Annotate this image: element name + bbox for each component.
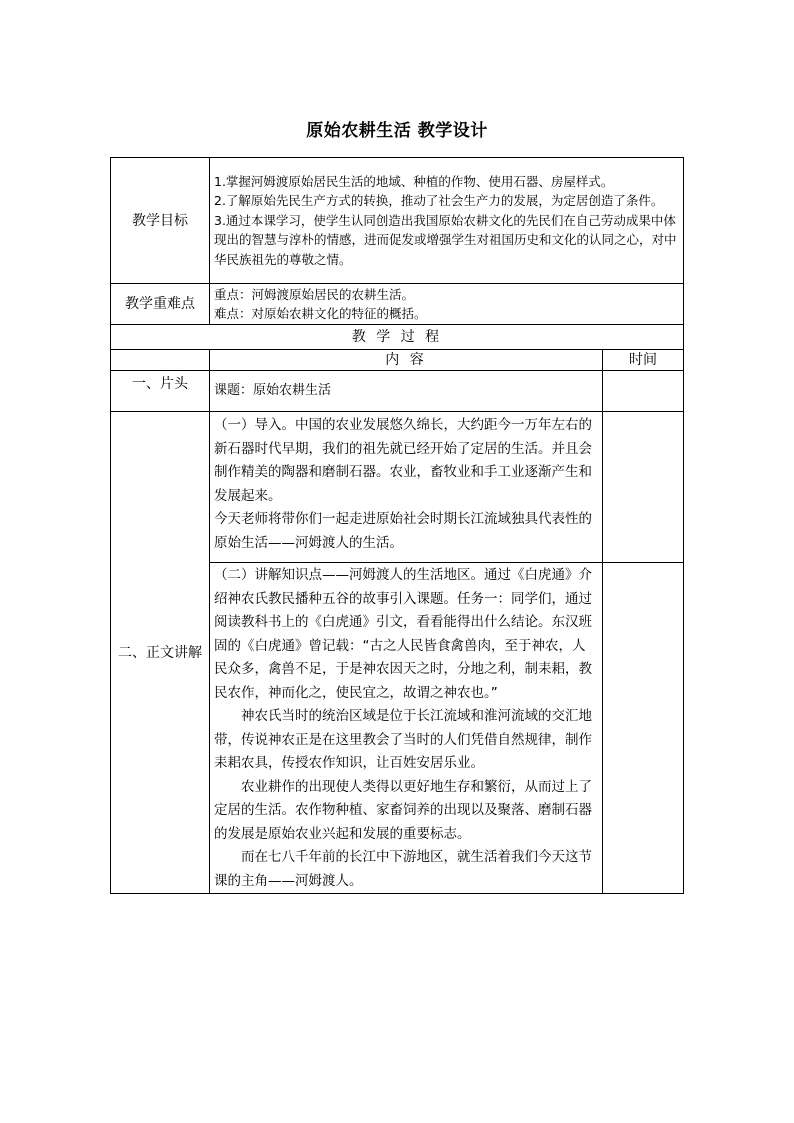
content-column-header: 内 容 (210, 350, 603, 371)
section-time-cell (603, 371, 684, 412)
goal-item: 1.掌握河姆渡原始居民生活的地域、种植的作物、使用石器、房屋样式。 (214, 173, 614, 189)
key-points-content (210, 284, 684, 325)
process-heading-row (111, 325, 684, 350)
paragraph: 农业耕作的出现使人类得以更好地生存和繁衍，从而过上了定居的生活。农作物种植、家畜饲养的出现以及聚落、磨制石器的发展是原始农业兴起和发展的重要标志。 (214, 778, 592, 842)
goals-row (111, 158, 684, 284)
goal-item: 2.了解原始先民生产方式的转换，推动了社会生产力的发展，为定居创造了条件。 (214, 193, 664, 209)
section-content: 课题：原始农耕生活 (210, 371, 603, 412)
key-points-label: 教学重难点 (111, 284, 210, 325)
blank-header-cell (111, 350, 210, 371)
important-point: 重点：河姆渡原始居民的农耕生活。 (214, 286, 415, 302)
paragraph: 神农氏当时的统治区域是位于长江流域和淮河流域的交汇地带，传说神农正是在这里教会了当时的人们凭借自然规律，制作耒耜农具，传授农作知识，让百姓安居乐业。 (214, 708, 592, 771)
section-label: 二、正文讲解 (111, 412, 210, 894)
lecture-content (210, 563, 603, 894)
section-label: 一、片头 (111, 371, 210, 412)
paragraph: （二）讲解知识点——河姆渡人的生活地区。通过《白虎通》介绍神农氏教民播种五谷的故事引入课题。任务一：同学们，通过阅读教科书上的《白虎通》引文，看看能得出什么结论。东汉班固的《白虎通》曾记载：“古之人民皆食禽兽肉，至于神农，人民众多，禽兽不足，于是神农因天之时，分地之利，制耒耜，教民农作，神而化之，使民宜之，故谓之神农也。” (214, 567, 592, 701)
document-title: 原始农耕生活 教学设计 (306, 121, 488, 141)
paragraph: （一）导入。中国的农业发展悠久绵长，大约距今一万年左右的新石器时代早期，我们的祖先就已经开始了定居的生活。并且会制作精美的陶器和磨制石器。农业，畜牧业和手工业逐渐产生和发展起来。 (214, 417, 592, 504)
time-column-header: 时间 (603, 350, 684, 371)
intro-content (210, 412, 603, 563)
paragraph: 今天老师将带你们一起走进原始社会时期长江流域独具代表性的原始生活——河姆渡人的生活。 (214, 511, 592, 551)
section-time-cell (603, 563, 684, 894)
lesson-plan-table (110, 157, 684, 894)
goals-label: 教学目标 (111, 158, 210, 284)
difficult-point: 难点：对原始农耕文化的特征的概括。 (214, 306, 427, 321)
key-points-row (111, 284, 684, 325)
goal-item: 3.通过本课学习，使学生认同创造出我国原始农耕文化的先民们在自己劳动成果中体现出的智慧与淳朴的情感，进而促发或增强学生对祖国历史和文化的认同之心，对中华民族祖先的尊敬之情。 (214, 212, 677, 267)
main-section-row (111, 412, 684, 563)
intro-section-row (111, 371, 684, 412)
goals-content (210, 158, 684, 284)
process-heading: 教 学 过 程 (111, 325, 684, 350)
section-time-cell (603, 412, 684, 563)
column-header-row (111, 350, 684, 371)
paragraph: 而在七八千年前的长江中下游地区，就生活着我们今天这节课的主角——河姆渡人。 (214, 849, 592, 889)
